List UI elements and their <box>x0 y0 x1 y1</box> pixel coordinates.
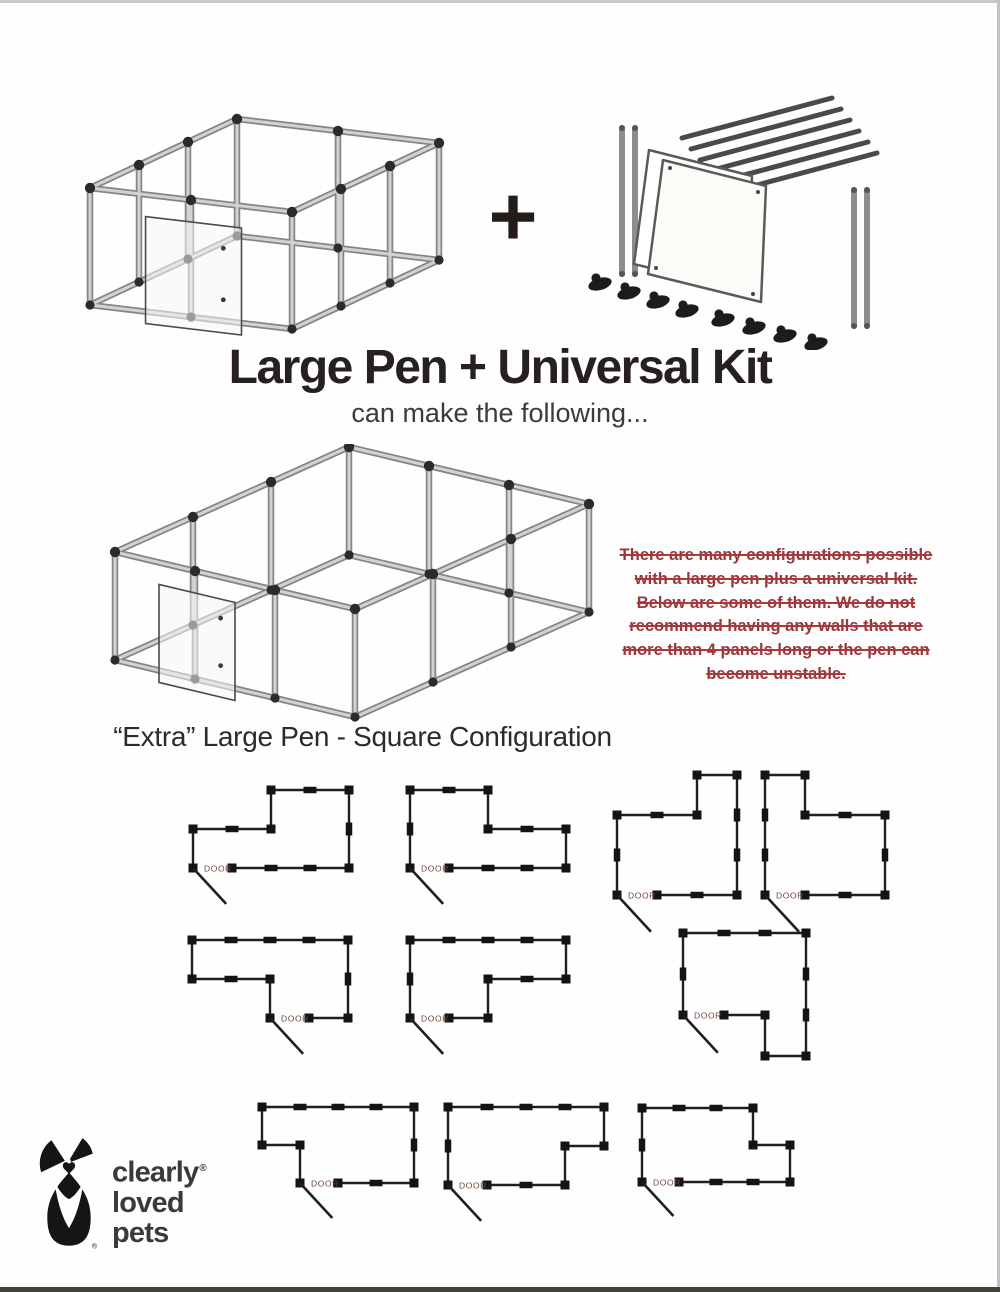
svg-text:DOOR: DOOR <box>281 1013 309 1024</box>
floor-plan-row2-leg-bottom-left <box>398 928 598 1072</box>
registered-mark: ® <box>199 1163 206 1174</box>
disclaimer-line: There are many configurations possible <box>619 546 933 564</box>
brand-name <box>112 1136 206 1248</box>
registered-mark: ® <box>91 1241 98 1251</box>
svg-text:DOOR: DOOR <box>628 890 656 901</box>
floor-plan-row3-step-top-right <box>630 1096 822 1236</box>
svg-text:DOOR: DOOR <box>311 1178 339 1189</box>
brand-word: clearly® <box>112 1156 206 1189</box>
floor-plan-row1-notch-top-right <box>398 778 598 922</box>
disclaimer-line: Below are some of them. We do not <box>636 593 916 612</box>
page-title: Large Pen + Universal Kit <box>228 341 772 394</box>
svg-text:DOOR: DOOR <box>421 863 449 874</box>
dog-icon <box>38 1136 100 1254</box>
pen-caption: “Extra” Large Pen - Square Configuration <box>113 721 612 752</box>
floor-plan-row3-notch-bottom-right <box>436 1095 636 1239</box>
floor-plan-row2-leg-bottom-right <box>180 928 380 1072</box>
disclaimer-line: with a large pen plus a universal kit. <box>634 569 918 588</box>
disclaimer-line: recommend having any walls that are <box>629 617 923 636</box>
brand-logo <box>38 1136 206 1254</box>
svg-text:DOOR: DOOR <box>204 863 232 874</box>
brand-word: pets <box>112 1216 169 1249</box>
floor-plan-row3-notch-bottom-left <box>250 1095 446 1237</box>
disclaimer-line: more than 4 panels long or the pen can <box>622 641 930 660</box>
svg-text:DOOR: DOOR <box>459 1180 487 1191</box>
plus-sign: + <box>488 169 538 263</box>
floor-plan-row1-notch-top-left <box>181 778 381 922</box>
svg-text:DOOR: DOOR <box>694 1010 722 1021</box>
brand-word: loved <box>112 1186 184 1219</box>
page-subtitle: can make the following... <box>351 398 649 428</box>
svg-text:DOOR: DOOR <box>421 1013 449 1024</box>
floor-plan-row2-square-with-leg <box>671 921 838 1110</box>
svg-text:DOOR: DOOR <box>776 890 804 901</box>
disclaimer-line: become unstable. <box>706 664 846 683</box>
svg-text:DOOR: DOOR <box>653 1177 681 1188</box>
